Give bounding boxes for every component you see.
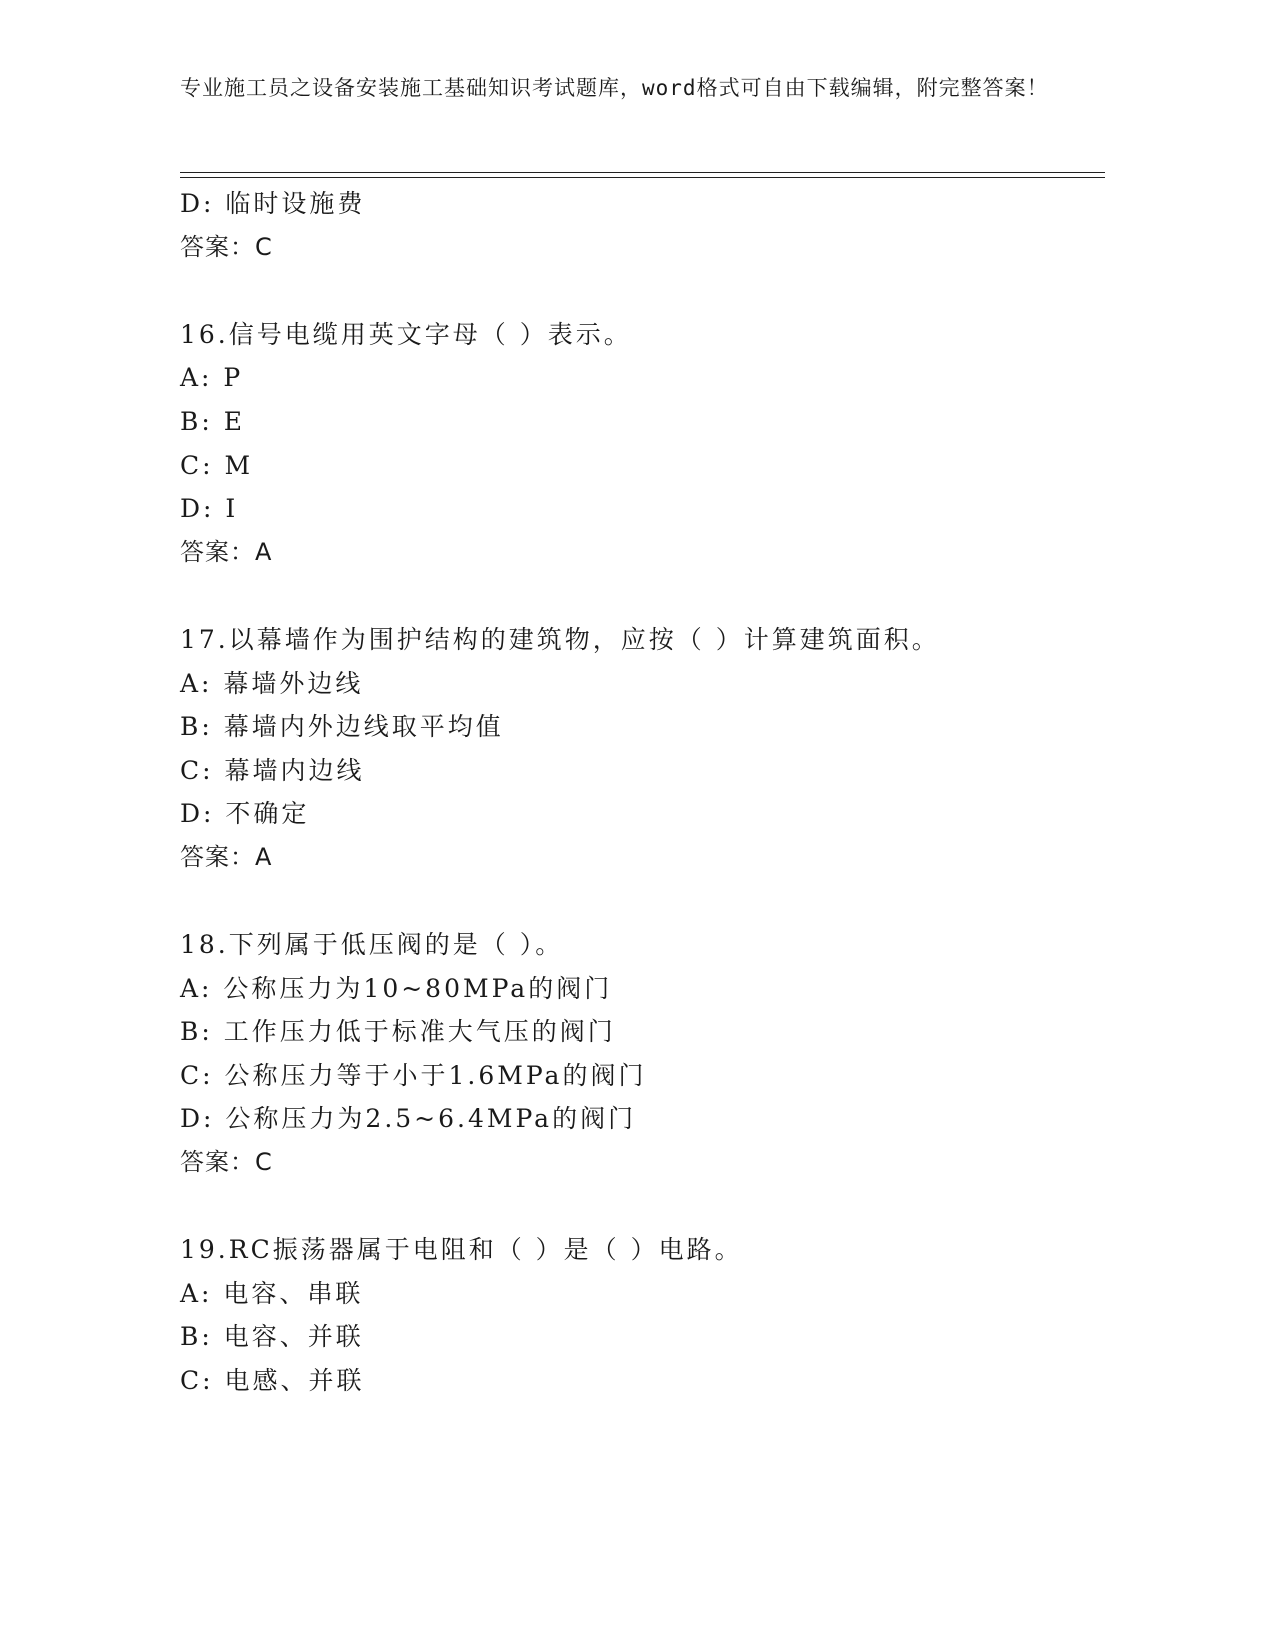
option-c: C: 公称压力等于小于1.6MPa的阀门 bbox=[180, 1060, 647, 1090]
question-19 bbox=[180, 1228, 1105, 1402]
header-rule-top bbox=[180, 172, 1105, 173]
spacer bbox=[180, 1185, 1105, 1229]
answer-line: 答案：A bbox=[180, 842, 273, 871]
answer-line: 答案：A bbox=[180, 537, 273, 566]
question-18 bbox=[180, 923, 1105, 1185]
option-b: B: 幕墙内外边线取平均值 bbox=[180, 712, 504, 742]
option-b: B: 电容、并联 bbox=[180, 1322, 364, 1352]
question-stem: 16.信号电缆用英文字母（ ）表示。 bbox=[180, 319, 632, 349]
answer-line: 答案：C bbox=[180, 1148, 273, 1177]
answer-line: 答案：C bbox=[180, 232, 273, 261]
spacer bbox=[180, 269, 1105, 313]
option-b: B: E bbox=[180, 406, 245, 436]
option-d: D: 公称压力为2.5~6.4MPa的阀门 bbox=[180, 1104, 637, 1134]
option-c: C: M bbox=[180, 450, 254, 480]
question-17 bbox=[180, 618, 1105, 880]
question-stem: 18.下列属于低压阀的是（ ）。 bbox=[180, 930, 564, 960]
question-16 bbox=[180, 313, 1105, 575]
option-a: A: P bbox=[180, 363, 244, 393]
option-d: D: I bbox=[180, 494, 239, 524]
question-content bbox=[180, 182, 1105, 1403]
option-d: D: 不确定 bbox=[180, 799, 310, 829]
option-a: A: 公称压力为10~80MPa的阀门 bbox=[180, 973, 613, 1003]
question-stem: 17.以幕墙作为围护结构的建筑物，应按（ ）计算建筑面积。 bbox=[180, 624, 940, 654]
header-rule-bottom bbox=[180, 177, 1105, 178]
spacer bbox=[180, 574, 1105, 618]
question-stem: 19.RC振荡器属于电阻和（ ）是（ ）电路。 bbox=[180, 1235, 743, 1265]
document-header: 专业施工员之设备安装施工基础知识考试题库，word格式可自由下载编辑，附完整答案！ bbox=[180, 76, 1049, 100]
spacer bbox=[180, 880, 1105, 924]
option-c: C: 幕墙内边线 bbox=[180, 755, 365, 785]
option-d: D: 临时设施费 bbox=[180, 189, 366, 218]
option-b: B: 工作压力低于标准大气压的阀门 bbox=[180, 1017, 616, 1047]
option-a: A: 电容、串联 bbox=[180, 1278, 364, 1308]
option-a: A: 幕墙外边线 bbox=[180, 668, 364, 698]
option-c: C: 电感、并联 bbox=[180, 1366, 365, 1396]
